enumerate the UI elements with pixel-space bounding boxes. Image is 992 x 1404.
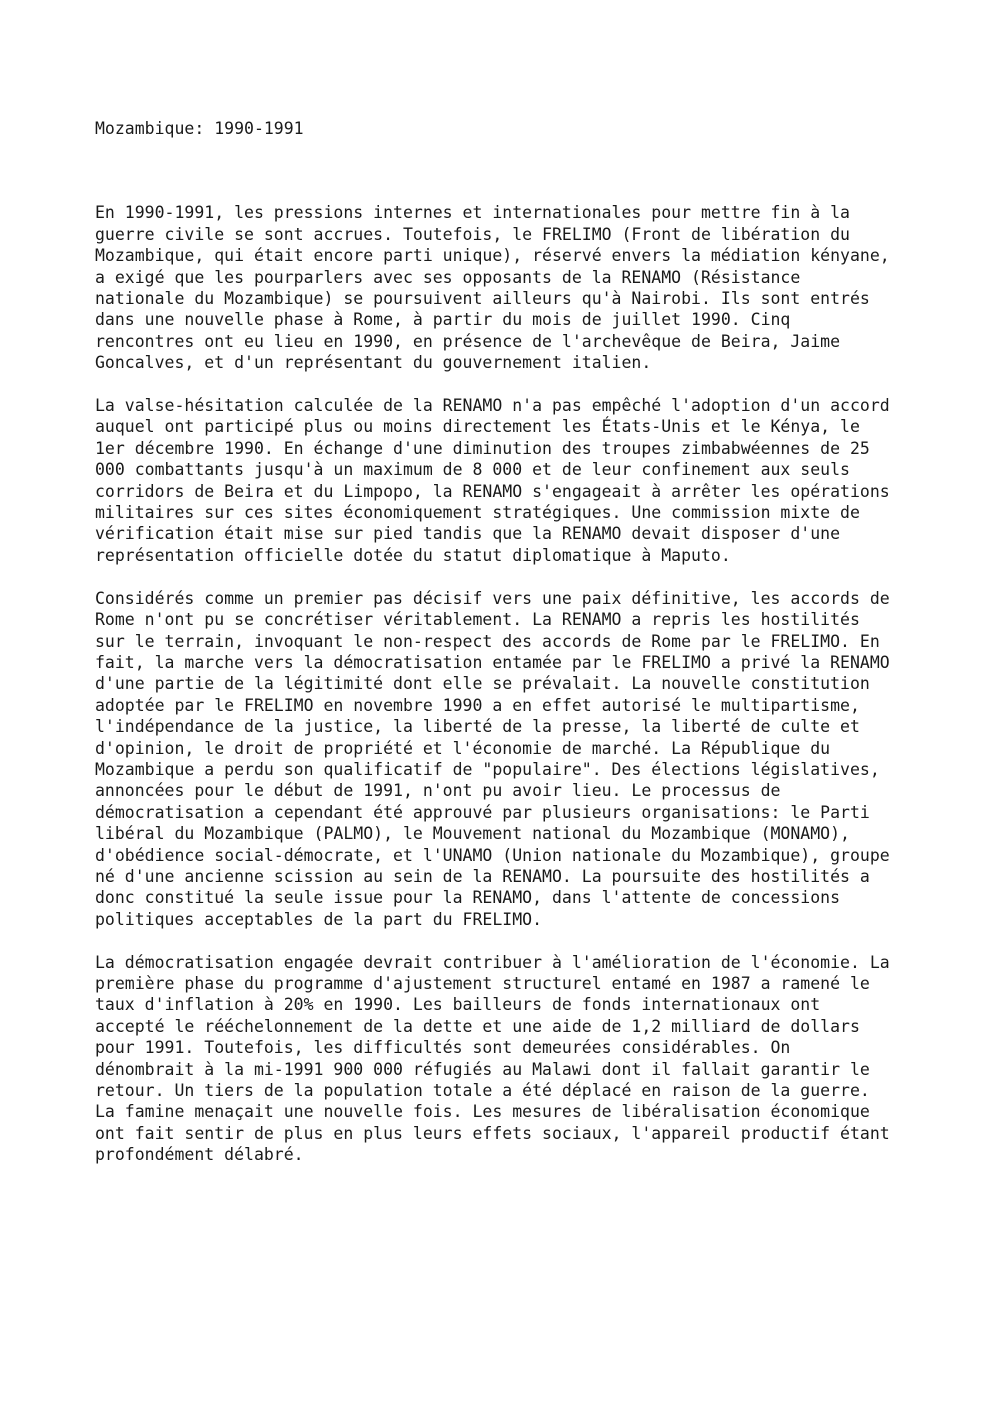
document-page: [95, 118, 910, 1187]
paragraph-4: La démocratisation engagée devrait contribuer à l'amélioration de l'économie. La première phase du programme d'ajustement structurel entamé en 1987 a ramené le taux d'inflation à 20% en 1990. Les bailleurs de fonds internationaux ont accepté le rééchelonnement de la dette et une aide de 1,2 milliard de dollars pour 1991. Toutefois, les difficultés sont demeurées considérables. On dénombrait à la mi-1991 900 000 réfugiés au Malawi dont il fallait garantir le retour. Un tiers de la population totale a été déplacé en raison de la guerre. La famine menaçait une nouvelle fois. Les mesures de libéralisation économique ont fait sentir de plus en plus leurs effets sociaux, l'appareil productif étant profondément délabré.: [95, 952, 890, 1165]
paragraph-1: En 1990-1991, les pressions internes et internationales pour mettre fin à la guerre civile se sont accrues. Toutefois, le FRELIMO (Front de libération du Mozambique, qui était encore parti unique), réservé envers la médiation kényane, a exigé que les pourparlers avec ses opposants de la RENAMO (Résistance nationale du Mozambique) se poursuivent ailleurs qu'à Nairobi. Ils sont entrés dans une nouvelle phase à Rome, à partir du mois de juillet 1990. Cinq rencontres ont eu lieu en 1990, en présence de l'archevêque de Beira, Jaime Goncalves, et d'un représentant du gouvernement italien.: [95, 203, 890, 373]
paragraph-2: La valse-hésitation calculée de la RENAMO n'a pas empêché l'adoption d'un accord auquel ont participé plus ou moins directement les États-Unis et le Kénya, le 1er décembre 1990. En échange d'une diminution des troupes zimbabwéennes de 25 000 combattants jusqu'à un maximum de 8 000 et de leur confinement aux seuls corridors de Beira et du Limpopo, la RENAMO s'engageait à arrêter les opérations militaires sur ces sites économiquement stratégiques. Une commission mixte de vérification était mise sur pied tandis que la RENAMO devait disposer d'une représentation officielle dotée du statut diplomatique à Maputo.: [95, 396, 890, 565]
document-title: Mozambique: 1990-1991: [95, 119, 304, 138]
paragraph-3: Considérés comme un premier pas décisif vers une paix définitive, les accords de Rome n'ont pu se concrétiser véritablement. La RENAMO a repris les hostilités sur le terrain, invoquant le non-respect des accords de Rome par le FRELIMO. En fait, la marche vers la démocratisation entamée par le FRELIMO a privé la RENAMO d'une partie de la légitimité dont elle se prévalait. La nouvelle constitution adoptée par le FRELIMO en novembre 1990 a en effet autorisé le multipartisme, l'indépendance de la justice, la liberté de la presse, la liberté de culte et d'opinion, le droit de propriété et l'économie de marché. La République du Mozambique a perdu son qualificatif de "populaire". Des élections législatives, annoncées pour le début de 1991, n'ont pu avoir lieu. Le processus de démocratisation a cependant été approuvé par plusieurs organisations: le Parti libéral du Mozambique (PALMO), le Mouvement national du Mozambique (MONAMO), d'obédience social-démocrate, et l'UNAMO (Union nationale du Mozambique), groupe né d'une ancienne scission au sein de la RENAMO. La poursuite des hostilités a donc constitué la seule issue pour la RENAMO, dans l'attente de concessions politiques acceptables de la part du FRELIMO.: [95, 588, 890, 929]
